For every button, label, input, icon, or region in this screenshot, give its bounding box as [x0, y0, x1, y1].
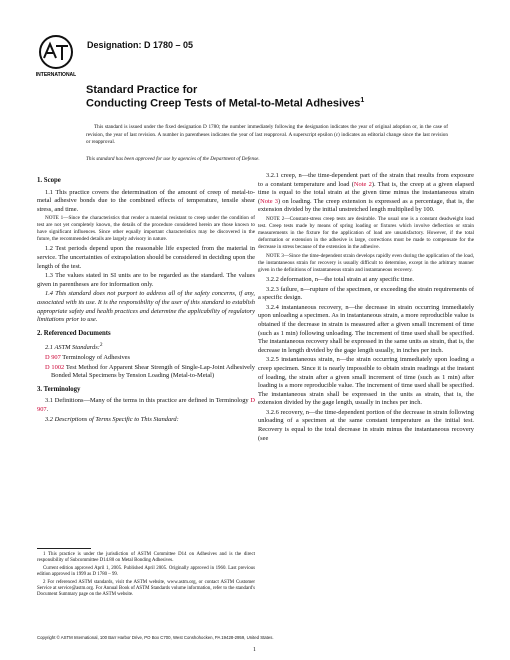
ref-d1002-link[interactable]: D 1002 [45, 363, 65, 371]
para-3-1-text: 3.1 Definitions—Many of the terms in this practice are defined in Terminology [45, 397, 249, 405]
scope-heading: 1. Scope [37, 177, 61, 184]
ref-d907-title: Terminology of Adhesives [62, 354, 131, 362]
para-3-2-1 [258, 172, 474, 215]
para-3-2: 3.2 Descriptions of Terms Specific to This Standard: [45, 415, 179, 423]
para-1-2: 1.2 Test periods depend upon the reasonable life expected from the material in service. The uncertainties of extrapolation should be considered in deciding upon the length of the test. [37, 245, 255, 270]
para-3-2-3: 3.2.3 failure, n—rupture of the specimen, or exceeding the strain requirements of a specific design. [258, 285, 474, 302]
para-3-2-5: 3.2.5 instantaneous strain, n—the strain occurring immediately upon loading a creep specimen. Since it is nearly impossible to obtain strain readings at the instant of loading, the strain after a given small increment of time (such as 1 min) after loading is a more reproducible value. The increment of time used shall be specified. The instantaneous strain shall be expressed in the units as strain, that is, the extension divided by the gage length, usually in inches per inch. [258, 356, 474, 407]
title-footnote-ref: 1 [360, 97, 365, 104]
left-column [37, 172, 255, 425]
title-text: Conducting Creep Tests of Metal-to-Metal Adhesives [86, 97, 361, 110]
defense-note: This standard has been approved for use by agencies of the Department of Defense. [86, 156, 260, 162]
footnote-1-edition: Current edition approved April 1, 2005. Published April 2005. Originally approved in 1960. Last previous edition approved in 1999 as D 1780 – 99. [37, 565, 255, 578]
right-column [258, 172, 474, 444]
logo-text: INTERNATIONAL [36, 72, 76, 78]
astm-standards-label: 2.1 ASTM Standards: [45, 344, 100, 352]
para-1-4: 1.4 This standard does not purport to address all of the safety concerns, if any, associated with its use. It is the responsibility of the user of this standard to establish appropriate safety and health practices and determine the applicability of regulatory limitations prior to use. [37, 290, 255, 324]
para-3-2-1-c: ) on loading. The creep extension is expressed as a percentage, that is, the extension divided by the initial unstretched length multiplied by 100. [258, 197, 474, 214]
footnote-1: 1 This practice is under the jurisdiction of ASTM Committee D14 on Adhesives and is the direct responsibility of Subcommittee D14.80 on Metal Bonding Adhesives. [37, 552, 255, 564]
note-3: NOTE 3—Since the time-dependent strain develops rapidly even during the application of the load, the instantaneous strain for recovery is usually difficult to determine, except in the arbitrary manner given in the definitions of instantaneous strain and instantaneous recovery. [258, 252, 474, 273]
footnote-2: 2 For referenced ASTM standards, visit the ASTM website, www.astm.org, or contact ASTM Customer Service at service@astm.org. For Annual Book of ASTM Standards volume information, refer to the standard's Document Summary page on the ASTM website. [37, 579, 255, 598]
issue-note: This standard is issued under the fixed designation D 1780; the number immediately following the designation indicates the year of original adoption or, in the case of revision, the year of last revision. A number in parentheses indicates the year of last reapproval. A superscript epsilon (ε) indicates an editorial change since the last revision or reapproval. [86, 124, 448, 146]
para-1-1: 1.1 This practice covers the determination of the amount of creep of metal-to-metal adhesive bonds due to the combined effects of temperature, tensile shear stress, and time. [37, 188, 255, 213]
terminology-heading: 3. Terminology [37, 385, 81, 393]
copyright: Copyright © ASTM International, 100 Barr Harbor Drive, PO Box C700, West Conshohocken, PA 19428-2959, United States. [37, 635, 274, 640]
note-1: NOTE 1—Since the characteristics that render a material resistant to creep under the condition of test are not yet completely known, the details of the procedure considered herein are those known to have significant influences. Since other equally important characteristics may be discovered in the future, the recommended details are largely advisory in nature. [37, 215, 255, 243]
para-3-2-2: 3.2.2 deformation, n—the total strain at any specific time. [266, 275, 415, 283]
title-line-2 [86, 97, 364, 110]
ref-d907 [37, 354, 255, 363]
note-3-link[interactable]: Note 3 [260, 197, 278, 205]
footnotes [37, 552, 255, 600]
para-3-2-1-a: 3.2.1 creep, n—the time-dependent part of the strain that results from exposure to a constant temperature and load ( [258, 172, 474, 188]
para-3-1: 3.1 Definitions—Many of the terms in this practice are defined in Terminology D 907. [37, 397, 256, 413]
terminology-d907-link[interactable]: D 907 [37, 397, 256, 413]
para-2-1 [37, 341, 255, 353]
footnote-ref-2: 2 [99, 342, 103, 349]
para-3-2-4: 3.2.4 instantaneous recovery, n—the decrease in strain occurring immediately upon unloading a specimen. As in instantaneous strain, a more reproducible value is obtained if the decrease in strain is measured after a given small increment of time (such as 1 min) following unloading. The increment of time used shall be specified. The instantaneous recovery shall be expressed in the same units as strain, that is, the decrease in length divided by the gage length usually, in inches per inch. [258, 303, 474, 354]
footnote-rule [37, 548, 91, 549]
para-3-2-1-b: ). That is, the creep at a given elapsed time is equal to the total strain at the given time minus the instantaneous strain ( [258, 180, 474, 205]
ref-d1002-title: Test Method for Apparent Shear Strength of Single-Lap-Joint Adhesively Bonded Metal Specimens by Tension Loading (Metal-to-Metal) [51, 363, 255, 380]
astm-logo [36, 34, 76, 78]
ref-d907-link[interactable]: D 907 [45, 354, 61, 362]
ref-d1002 [37, 364, 255, 381]
designation: Designation: D 1780 – 05 [87, 40, 194, 50]
para-3-2-6: 3.2.6 recovery, n—the time-dependent portion of the decrease in strain following unloading of a specimen at the same constant temperature as the initial test. Recovery is equal to the total decrease in strain minus the instantaneous recovery (see [258, 408, 474, 442]
refdocs-heading: 2. Referenced Documents [37, 329, 111, 337]
note-2-link[interactable]: Note 2 [353, 180, 372, 188]
page-number: 1 [253, 647, 256, 653]
para-1-3: 1.3 The values stated in SI units are to be regarded as the standard. The values given in parentheses are for information only. [37, 272, 255, 288]
note-2: NOTE 2—Constant-stress creep tests are desirable. The usual one is a constant deadweight load test. Creep tests made by means of spring loading or fixtures which involve deflection or strain measurements in the fixture for the application of load are unsatisfactory. However, if the total deformation or extension in the adhesive is large, corrections must be made to compensate for the decrease in stress because of the extension in the adhesive. [258, 215, 474, 250]
title-line-1: Standard Practice for [86, 84, 198, 96]
